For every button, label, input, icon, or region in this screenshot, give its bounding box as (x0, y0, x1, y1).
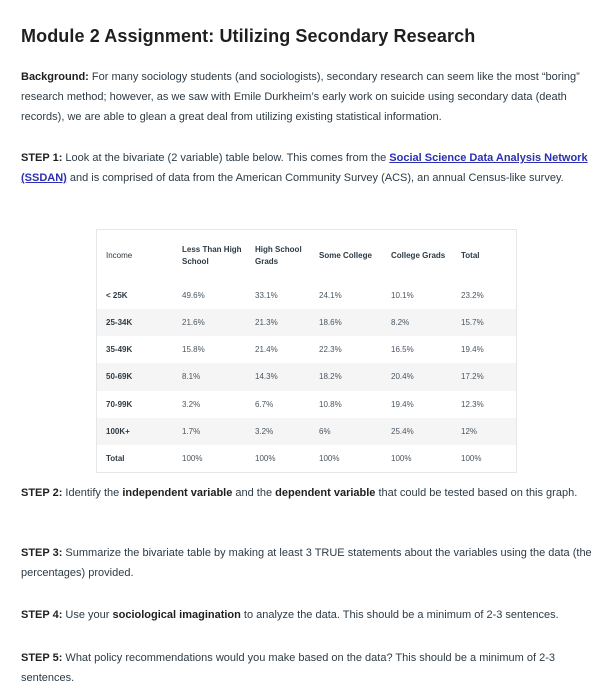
table-cell: 10.8% (319, 399, 342, 409)
table-cell: 16.5% (391, 345, 414, 355)
table-cell: 21.4% (255, 345, 278, 355)
table-cell: 33.1% (255, 291, 278, 301)
background-label: Background: (21, 71, 89, 83)
table-cell: 6.7% (255, 399, 274, 409)
table-cell: 17.2% (452, 363, 516, 390)
table-row (97, 282, 516, 309)
step5-paragraph (21, 648, 599, 688)
step4-paragraph (21, 605, 599, 625)
table-row (97, 363, 516, 390)
table-cell: 20.4% (382, 363, 452, 390)
table-cell: 25.4% (382, 418, 452, 445)
table-cell: 8.2% (382, 309, 452, 336)
table-cell: 19.4% (461, 345, 484, 355)
table-cell: 8.1% (173, 363, 246, 390)
step5-label: STEP 5: (21, 652, 63, 664)
step1-text-before: Look at the bivariate (2 variable) table below. This comes from the (62, 152, 390, 164)
column-header: High School Grads (255, 245, 302, 266)
ssdan-link[interactable]: Social Science Data Analysis Network (SSDAN) (21, 152, 588, 184)
table-cell: 49.6% (182, 291, 205, 301)
table-header-row (97, 230, 516, 282)
step4-text: to analyze the data. This should be a minimum of 2-3 sentences. (240, 609, 559, 621)
step5-text: What policy recommendations would you make based on the data? This should be a minimum of 2-3 sentences. (21, 652, 555, 684)
table-cell: 6% (310, 418, 382, 445)
row-label: Total (106, 453, 125, 463)
table-row (97, 391, 516, 418)
step3-text: Summarize the bivariate table by making at least 3 TRUE statements about the variables using the data (the percentages) provided. (21, 547, 592, 579)
step1-text-after: and is comprised of data from the American Community Survey (ACS), an annual Census-like survey. (66, 172, 564, 184)
table-cell: 100% (391, 453, 412, 463)
table-cell: 19.4% (391, 399, 414, 409)
table-total-row (97, 445, 516, 472)
row-label: 70-99K (106, 399, 133, 409)
table-cell: 12% (452, 418, 516, 445)
row-label: < 25K (106, 291, 128, 301)
bivariate-table (96, 229, 517, 473)
table-cell: 14.3% (246, 363, 310, 390)
table-cell: 23.2% (461, 291, 484, 301)
table-cell: 21.6% (173, 309, 246, 336)
step4-label: STEP 4: (21, 609, 63, 621)
row-label: 25-34K (97, 309, 173, 336)
step1-label: STEP 1: (21, 152, 63, 164)
table-cell: 18.6% (310, 309, 382, 336)
table-cell: 24.1% (319, 291, 342, 301)
dependent-variable-term: dependent variable (275, 487, 376, 499)
table-cell: 15.8% (182, 345, 205, 355)
row-label: 100K+ (97, 418, 173, 445)
step2-label: STEP 2: (21, 487, 63, 499)
step1-paragraph (21, 148, 599, 188)
step4-text: Use your (62, 609, 113, 621)
step2-paragraph (21, 483, 599, 503)
step3-label: STEP 3: (21, 547, 63, 559)
row-label: 50-69K (97, 363, 173, 390)
column-header: Total (461, 251, 480, 260)
table-cell: 3.2% (182, 399, 201, 409)
table-cell: 100% (255, 453, 276, 463)
page-title: Module 2 Assignment: Utilizing Secondary Research (21, 26, 476, 46)
background-text: For many sociology students (and sociologists), secondary research can seem like the most “boring” research method; however, as we saw with Emile Durkheim’s early work on suicide using secondary data (death records), we are able to glean a great deal from utilizing existing statistical information. (21, 71, 580, 123)
table-row (97, 418, 516, 445)
column-header: College Grads (391, 251, 446, 260)
income-education-table (97, 230, 516, 472)
column-header: Income (106, 251, 133, 260)
table-row (97, 336, 516, 363)
background-paragraph (21, 67, 599, 127)
step2-text: and the (232, 487, 276, 499)
table-cell: 10.1% (391, 291, 414, 301)
step2-text: Identify the (62, 487, 123, 499)
table-cell: 12.3% (461, 399, 484, 409)
column-header: Some College (319, 251, 372, 260)
column-header: Less Than High School (182, 245, 242, 266)
table-cell: 100% (461, 453, 482, 463)
table-cell: 3.2% (246, 418, 310, 445)
table-cell: 1.7% (173, 418, 246, 445)
sociological-imagination-term: sociological imagination (112, 609, 241, 621)
table-cell: 100% (182, 453, 203, 463)
row-label: 35-49K (106, 345, 133, 355)
table-cell: 15.7% (452, 309, 516, 336)
table-cell: 18.2% (310, 363, 382, 390)
independent-variable-term: independent variable (122, 487, 233, 499)
table-cell: 21.3% (246, 309, 310, 336)
step2-text: that could be tested based on this graph. (375, 487, 578, 499)
table-cell: 22.3% (319, 345, 342, 355)
table-cell: 100% (319, 453, 340, 463)
step3-paragraph (21, 543, 599, 583)
table-row (97, 309, 516, 336)
